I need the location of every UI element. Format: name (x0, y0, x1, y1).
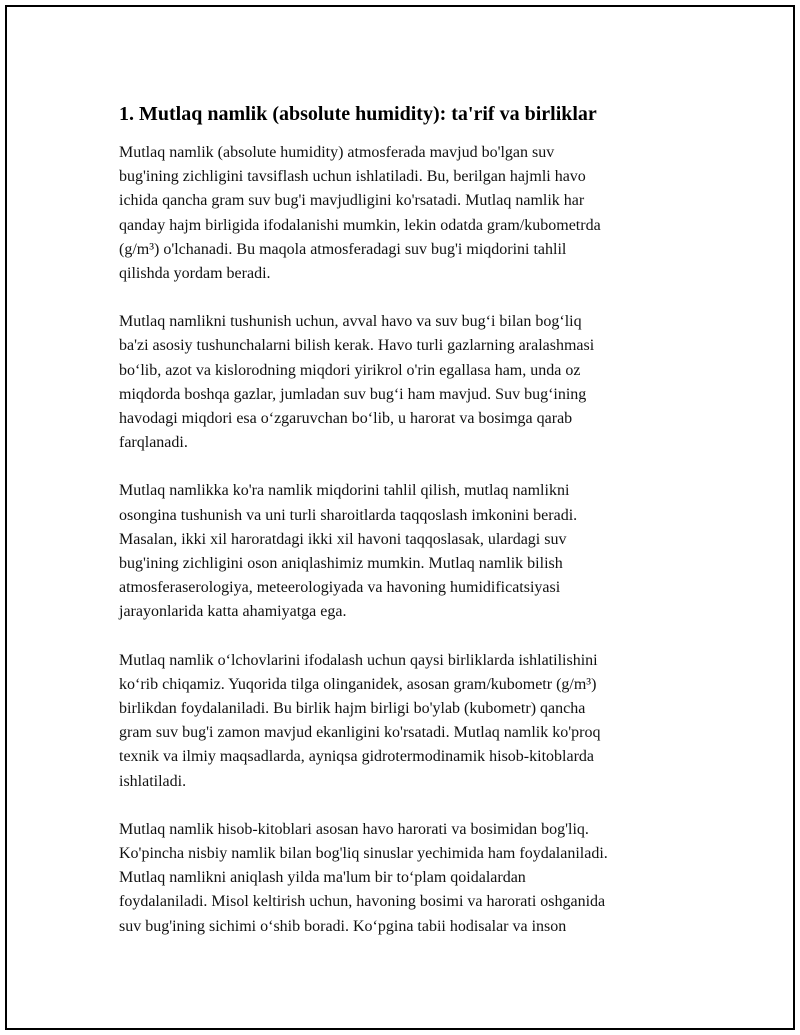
paragraph-line: suv bug'ining sichimi o‘shib boradi. Ko‘pgina tabii hodisalar va inson (119, 917, 567, 935)
paragraph-line: Mutlaq namlik o‘lchovlarini ifodalash uchun qaysi birliklarda ishlatilishini (119, 651, 598, 669)
page-title: 1. Mutlaq namlik (absolute humidity): ta'rif va birliklar (119, 103, 597, 125)
paragraph-1 (119, 141, 691, 286)
paragraph-line: osongina tushunish va uni turli sharoitlarda taqqoslash imkonini beradi. (119, 506, 578, 524)
paragraph-line: farqlanadi. (119, 434, 188, 452)
paragraph-line: bug'ining zichligini tavsiflash uchun ishlatiladi. Bu, berilgan hajmli havo (119, 168, 586, 186)
paragraph-line: Mutlaq namlik (absolute humidity) atmosferada mavjud bo'lgan suv (119, 144, 555, 161)
paragraph-line: Ko'pincha nisbiy namlik bilan bog'liq sinuslar yechimida ham foydalaniladi. (119, 845, 608, 863)
paragraph-line: foydalaniladi. Misol keltirish uchun, havoning bosimi va harorati oshganida (119, 893, 606, 911)
paragraph-line: ichida qancha gram suv bug'i mavjudligini ko'rsatadi. Mutlaq namlik har (119, 192, 585, 210)
paragraph-line: Mutlaq namlik hisob-kitoblari asosan havo harorati va bosimidan bog'liq. (119, 820, 589, 838)
paragraph-5 (119, 818, 691, 939)
paragraph-line: gram suv bug'i zamon mavjud ekanligini ko'rsatadi. Mutlaq namlik ko'proq (119, 724, 601, 742)
paragraph-line: havodagi miqdori esa o‘zgaruvchan bo‘lib, u harorat va bosimga qarab (119, 410, 573, 428)
paragraph-2 (119, 310, 691, 455)
paragraph-line: Mutlaq namlikni aniqlash yilda ma'lum bir to‘plam qoidalardan (119, 869, 526, 887)
paragraph-line: atmosferaserologiya, meteerologiyada va havoning humidificatsiyasi (119, 579, 561, 597)
paragraph-line: birlikdan foydalaniladi. Bu birlik hajm birligi bo'ylab (kubometr) qancha (119, 700, 586, 718)
paragraph-3 (119, 479, 691, 624)
paragraph-line: bug'ining zichligini oson aniqlashimiz mumkin. Mutlaq namlik bilish (119, 555, 563, 573)
paragraph-line: ba'zi asosiy tushunchalarni bilish kerak. Havo turli gazlarning aralashmasi (119, 337, 595, 355)
paragraph-line: jarayonlarida katta ahamiyatga ega. (119, 603, 347, 621)
paragraph-line: ishlatiladi. (119, 772, 187, 790)
paragraph-line: bo‘lib, azot va kislorodning miqdori yirikrol o'rin egallasa ham, unda oz (119, 361, 581, 379)
paragraph-line: qilishda yordam beradi. (119, 265, 271, 283)
paragraph-line: (g/m³) o'lchanadi. Bu maqola atmosferadagi suv bug'i miqdorini tahlil (119, 240, 567, 258)
page-frame (5, 5, 795, 1030)
document-body (119, 101, 691, 963)
paragraph-line: miqdorda boshqa gazlar, jumladan suv bug‘i ham mavjud. Suv bug‘ining (119, 385, 587, 403)
paragraph-line: Mutlaq namlikni tushunish uchun, avval havo va suv bug‘i bilan bog‘liq (119, 313, 582, 331)
paragraph-line: texnik va ilmiy maqsadlarda, ayniqsa gidrotermodinamik hisob-kitoblarda (119, 748, 594, 766)
paragraph-4 (119, 649, 691, 794)
paragraph-line: ko‘rib chiqamiz. Yuqorida tilga olinganidek, asosan gram/kubometr (g/m³) (119, 675, 597, 693)
paragraph-line: Mutlaq namlikka ko'ra namlik miqdorini tahlil qilish, mutlaq namlikni (119, 482, 570, 500)
paragraph-line: Masalan, ikki xil haroratdagi ikki xil havoni taqqoslasak, ulardagi suv (119, 530, 567, 548)
paragraph-line: qanday hajm birligida ifodalanishi mumkin, lekin odatda gram/kubometrda (119, 216, 601, 234)
